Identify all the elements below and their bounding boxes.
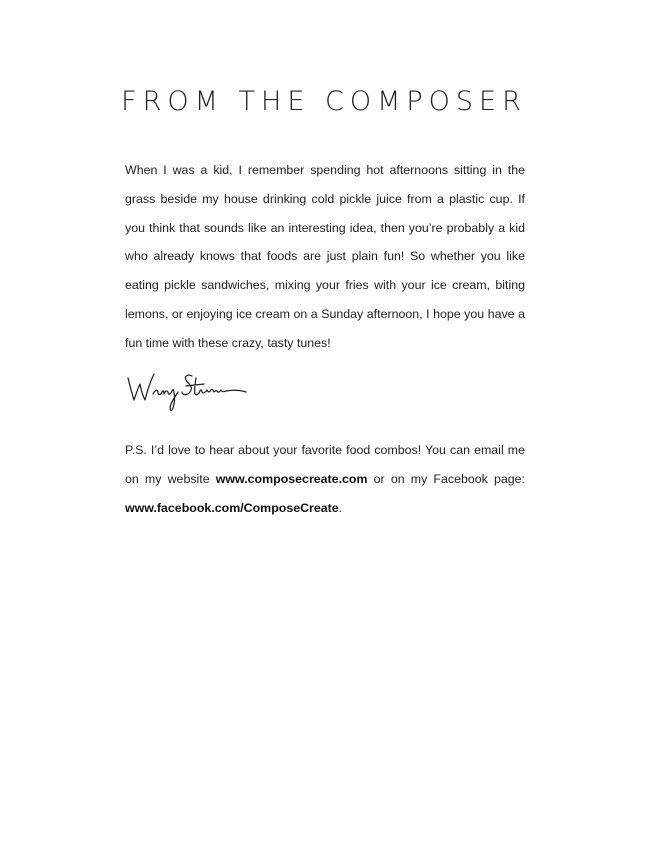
postscript xyxy=(125,436,525,522)
facebook-link[interactable]: www.facebook.com/ComposeCreate xyxy=(125,500,339,515)
page-title: FROM THE COMPOSER xyxy=(121,86,527,117)
signature-image xyxy=(120,364,250,414)
letter-body: When I was a kid, I remember spending hot afternoons sitting in the grass beside my house drinking cold pickle juice from a plastic cup. If you think that sounds like an interesting idea, then you’re probably a kid who already knows that foods are just plain fun! So whether you like eating pickle sandwiches, mixing your fries with your ice cream, biting lemons, or enjoying ice cream on a Sunday afternoon, I hope you have a fun time with these crazy, tasty tunes! xyxy=(125,163,525,350)
postscript-text-middle: or on my Facebook page: xyxy=(367,471,525,486)
postscript-end: . xyxy=(338,500,343,515)
website-link[interactable]: www.composecreate.com xyxy=(215,471,368,486)
postscript-text: P.S. I’d love to hear about your favorite food combos! You can email me on my website xyxy=(125,443,525,486)
